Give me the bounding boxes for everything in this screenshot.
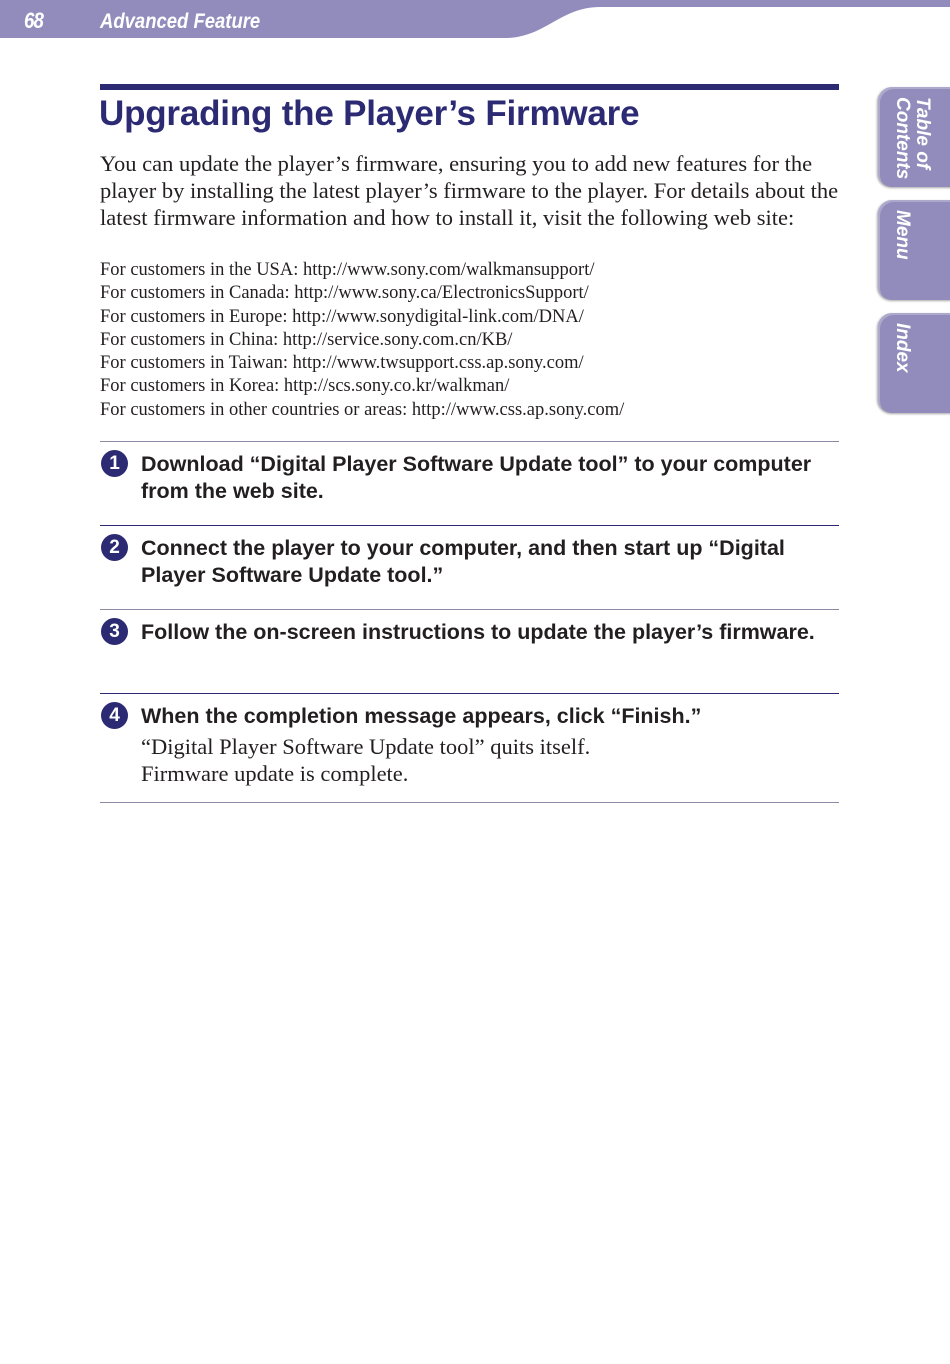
step-4-number: 4: [101, 702, 128, 729]
step-2-text: Connect the player to your computer, and then start up “Digital Player Software Update tool.”: [141, 536, 785, 587]
tab-table-of-contents[interactable]: [878, 87, 950, 187]
url-usa: For customers in the USA: http://www.sony.com/walkmansupport/: [100, 260, 595, 280]
page-header: [0, 0, 950, 40]
url-korea: For customers in Korea: http://scs.sony.co.kr/walkman/: [100, 376, 510, 397]
tab-label: Table of Contents: [892, 97, 933, 180]
step-divider: [100, 802, 839, 803]
url-europe: For customers in Europe: http://www.sonydigital-link.com/DNA/: [100, 306, 584, 327]
support-url-list: [100, 259, 860, 422]
page-title: Upgrading the Player’s Firmware: [99, 94, 640, 133]
step-4-note-2: Firmware update is complete.: [141, 761, 409, 786]
page-number: 68: [24, 8, 44, 33]
tab-menu[interactable]: [878, 200, 950, 300]
step-divider: [100, 693, 839, 694]
title-rule: [100, 84, 839, 90]
step-divider: [100, 609, 839, 610]
url-taiwan: For customers in Taiwan: http://www.twsupport.css.ap.sony.com/: [100, 353, 584, 374]
tab-label: Menu: [892, 210, 913, 260]
step-1-text: Download “Digital Player Software Update tool” to your computer from the web site.: [141, 452, 812, 503]
url-other: For customers in other countries or areas: http://www.css.ap.sony.com/: [100, 399, 625, 420]
step-1-number: 1: [101, 450, 128, 477]
step-4-note-1: “Digital Player Software Update tool” quits itself.: [141, 734, 591, 759]
step-2-number: 2: [101, 534, 128, 561]
intro-paragraph: You can update the player’s firmware, ensuring you to add new features for the player by installing the latest player’s firmware to the player. For details about the latest firmware information and how to install it, visit the following web site:: [100, 151, 839, 230]
tab-label: Index: [892, 323, 913, 373]
step-3-number: 3: [101, 618, 128, 645]
url-china: For customers in China: http://service.sony.com.cn/KB/: [100, 329, 513, 350]
step-divider: [100, 525, 839, 526]
step-divider: [100, 441, 839, 442]
step-4-text: When the completion message appears, click “Finish.”: [141, 704, 702, 728]
step-3-text: Follow the on-screen instructions to update the player’s firmware.: [141, 620, 815, 644]
section-title: Advanced Feature: [100, 10, 261, 33]
url-canada: For customers in Canada: http://www.sony.ca/ElectronicsSupport/: [100, 283, 589, 304]
tab-index[interactable]: [878, 313, 950, 413]
